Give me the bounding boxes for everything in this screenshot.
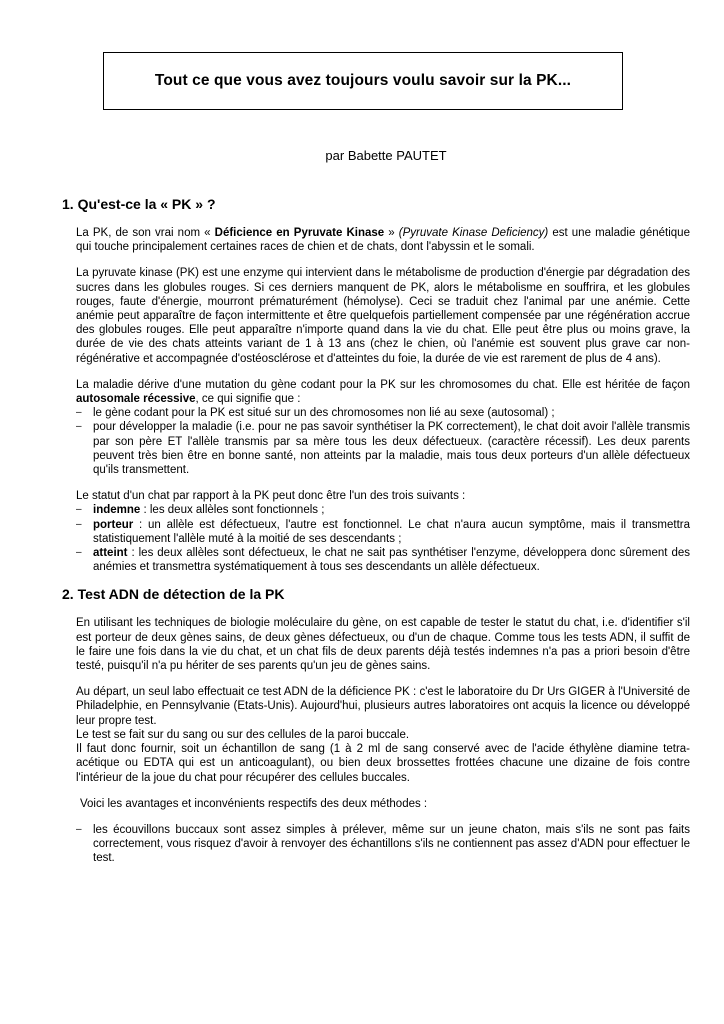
status-term: porteur [93,518,134,531]
section-1-paragraph-2: La pyruvate kinase (PK) est une enzyme qui intervient dans le métabolisme de production d'énergie par dégradation des sucres dans les globules rouges. Si ces derniers manquent de PK, alors le métabolisme en souffrira, et les globules rouges, faute d'énergie, mourront prématurément (hémolyse). Ceci se traduit chez l'animal par une anémie. Cette anémie peut apparaître de façon intermittente et être quelquefois partiellement compensée par une régénération accrue des globules rouges. Elle peut apparaître n'importe quand dans la vie du chat. Elle peut être plus ou moins grave, la durée de vie des chats atteints variant de 1 à 13 ans (chez le chien, où l'anémie est souvent plus grave car non-régénérative et accompagnée d'ostéosclérose et d'atteintes du foie, la durée de vie est rarement de plus de 4 ans). [76,267,690,365]
list-item: – indemne : les deux allèles sont fonctionnels ; [76,503,690,517]
list-item: – les écouvillons buccaux sont assez simples à prélever, même sur un jeune chaton, mais s'ils ne sont pas faits correctement, vous risquez d'avoir à renvoyer des échantillons s'ils ne contiennent pas assez d'ADN pour effectuer le test. [76,823,690,866]
list-item: – pour développer la maladie (i.e. pour ne pas savoir synthétiser la PK correctement), le chat doit avoir l'allèle transmis par son père ET l'allèle transmis par sa mère tous les deux défectueux. (caractère récessif). Les deux parents peuvent très bien être en bonne santé, non atteints par la maladie, mais tous deux porteurs d'un allèle défectueux qu'ils transmettent. [76,420,690,477]
document-title: Tout ce que vous avez toujours voulu savoir sur la PK... [154,72,572,89]
section-1-body [76,226,690,574]
document-body [62,196,690,878]
status-term: atteint [93,547,128,560]
inheritance-list [76,406,690,477]
section-2-body [76,616,690,865]
section-2-paragraph-2: Au départ, un seul labo effectuait ce test ADN de la déficience PK : c'est le laboratoire du Dr Urs GIGER à l'Université de Philadelphie, en Pennsylvanie (Etats-Unis). Aujourd'hui, plusieurs autres laboratoires ont acquis la licence ou développé leur propre test. [76,686,690,727]
term-english: (Pyruvate Kinase Deficiency) [398,227,549,239]
list-item: – porteur : un allèle est défectueux, l'autre est fonctionnel. Le chat n'aura aucun symptôme, mais il transmettra statistiquement l'allèle muté à la moitié de ses descendants ; [76,518,690,546]
methods-list [76,823,690,866]
section-2-heading: 2. Test ADN de détection de la PK [62,586,285,603]
status-term: indemne [93,504,141,517]
author-line: par Babette PAUTET [325,148,447,163]
section-1-paragraph-1: La PK, de son vrai nom « Déficience en Pyruvate Kinase » (Pyruvate Kinase Deficiency) est une maladie génétique qui touche principalement certaines races de chien et de chats, dont l'abyssin et le somali. [76,227,690,254]
section-2-paragraph-5: Voici les avantages et inconvénients respectifs des deux méthodes : [80,797,428,810]
section-2-paragraph-1: En utilisant les techniques de biologie moléculaire du gène, on est capable de tester le statut du chat, i.e. d'identifier s'il est porteur de deux gènes sains, de deux gènes défectueux, ou d'un de chaque. Comme tous les tests ADN, il suffit de le faire une fois dans la vie du chat, et un chat fils de deux parents déjà testés indemnes n'a pas a priori besoin d'être testé, puisqu'il n'a pu hériter de ses parents qu'un jeu de gènes sains. [76,617,690,673]
section-1-heading: 1. Qu'est-ce la « PK » ? [62,196,216,212]
section-1-paragraph-3: La maladie dérive d'une mutation du gène codant pour la PK sur les chromosomes du chat. Elle est héritée de façon autosomale récessive, ce qui signifie que : [76,378,690,406]
section-2-paragraph-3: Le test se fait sur du sang ou sur des cellules de la paroi buccale. [76,728,410,741]
title-box [103,52,623,110]
section-2-paragraph-4: Il faut donc fournir, soit un échantillon de sang (1 à 2 ml de sang conservé avec de l'acide éthylène diamine tetra-acétique ou EDTA qui est un anticoagulant), ou bien deux brossettes frottées chacune une dizaine de fois contre l'intérieur de la joue du chat pour récupérer des cellules buccales. [76,743,690,784]
list-item: – atteint : les deux allèles sont défectueux, le chat ne sait pas synthétiser l'enzyme, développera donc sûrement des anémies et transmettra systématiquement à tous ses descendants un allèle défectueux. [76,546,690,574]
term-pk-deficiency: Déficience en Pyruvate Kinase [214,227,385,239]
term-autosomal-recessive: autosomale récessive [76,393,196,406]
section-1-paragraph-4: Le statut d'un chat par rapport à la PK peut donc être l'un des trois suivants : [76,490,466,503]
list-item: – le gène codant pour la PK est situé sur un des chromosomes non lié au sexe (autosomal) ; [76,406,690,420]
status-list [76,503,690,574]
